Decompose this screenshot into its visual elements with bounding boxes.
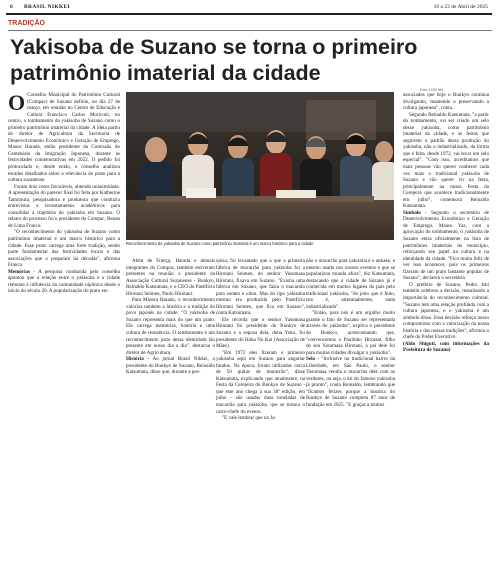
section-label: TRADIÇÃO xyxy=(8,20,45,27)
article-column-3 xyxy=(216,258,305,422)
paragraph: Para Minora Harada, o reconhecimento valoriza também a história e a tradição do povo japonês na cidade. "O yakisoba de Suzano representa mais do que um prato. Ele carrega memórias, história e uma cultura de resistência. O tombamento é um reconhecimento justo dessa identidade tão presente em nosso dia a dia", destacou o diretor de Agricultura. xyxy=(126,297,215,356)
subhead-historia: História xyxy=(126,356,144,363)
article-column-5 xyxy=(403,92,489,354)
article-photo xyxy=(126,92,394,240)
drop-cap: O xyxy=(8,90,26,115)
photo-credit: Foto: LOIE NN xyxy=(420,88,443,92)
paragraph: Foram dois votos favoráveis, obtendo unanimidade. A apresentação do parecer final foi feita por Katherine Tamimura, pesquisadora e produtora que conduziu entrevistas e levantamentos acadêmicos para consolidar a trajetória do yakisoba em Suzano. O relator do processo foi o presidente do Compac, Renan de Lima Franco. xyxy=(8,183,120,229)
paragraph xyxy=(403,210,489,282)
paragraph: "O reconhecimento do yakisoba de Suzano como patrimônio imaterial é um marco histórico para a cidade. Esse prato carrega uma forte tradição, sendo parte fundamental das festividades locais e das associações que o preparam há décadas", afirmou Franco. xyxy=(8,229,120,269)
paragraph: pão o macarrão para yakisoba é o ankake, e mesmo usado nos nossos eventos e que se popularizou mundo afora", diz Katsumata, destacando que a cidade de Suzano já é conhecida em muitos lugares do país pelo tradicional yakisoba, "do jeito que é feito, isto é, artesanalmente, nada industrializado". xyxy=(306,258,395,310)
paragraph: Ele recorda que o senhor Yasumasa Hirotani foi presidente do Bunkyo de Suzano e a esposa dela, dona Yoko, foi presidente do Haha No Kai (Associação de Mães). xyxy=(216,316,305,350)
publication-name: BRASIL NIKKEI xyxy=(24,4,70,10)
source-credit xyxy=(403,341,489,354)
issue-date: 10 a 23 de Abril de 2025 xyxy=(433,4,488,10)
paragraph: "Em 1972 eles fizeram o primeiro yakisoba aqui em Suzano para angariar fundos. Na época, foram utilizadas cerca de 50 quilos de macarrão", disse Katsumata, explicando que atualmente, na Festa da Cerejeira do Bunkyo de Suzano - que este ano chega à sua 38ª edição, em julho - são usados duas toneladas de macarrão para yakisoba, que se tornou o carro-chefe do evento. xyxy=(216,349,305,415)
paragraph xyxy=(8,269,120,295)
subhead-selo: Selo xyxy=(306,356,316,363)
paragraph: "Então, para nós é um orgulho muito grande o fato de Suzano ser representada através do yakisoba", explica o presidente do Bunkyo, acrescentando que, "convencemos o Paulinho Hirotani, filho do seu Yasumasa Hirotani, o pai dele foi para muitas cidades divulgar o yakisoba". xyxy=(306,310,395,356)
paragraph: Segundo Reinaldo Katsumata, "a partir do tombamento, vai ser criado um selo desse yakisoba, como patrimônio imaterial da cidade, e as festas que seguirem o padrão dessa produção do yakisoba, não o industrializado, da forma que é feita, desde 1972, vai levar um selo especial". "Com isso, acreditamos que mais pessoas vão querer conhecer cada vez mais o tradicional yakisoba de Suzano e vão querer vir na festa, principalmente na nossa Festa da Cerejeira que acontece tradicionalmente em julho", comemora Reinaldo Katsumata. xyxy=(403,111,489,210)
subhead-simbolo: Símbolo xyxy=(403,209,421,216)
photo-caption: Reconhecimento do yakisoba de Suzano como patrimônio imaterial é um marco histórico para a cidade xyxy=(126,241,314,246)
page-header xyxy=(6,2,492,12)
paragraph-text: - "Inclusive no tradicional bairro da Liberdade, em São Paulo, o senhor Yasumasa vendia o macarrão dele com os verdures, ou seja, o kit do famoso yakisoba já pronto", conta Reinaldo, lembrando que "ficamos felizes porque a história do Bunkyo de Suzano completa 87 anos de fundação em 2025. "E graças a muitos xyxy=(306,356,395,409)
paragraph: Além de França, Harada e demais integrantes do Compac, também estiveram presentes na reunião o presidente da Associação Cultural Suzanense - Bunkyo, Reinaldo Katsumata, e o CEO do Pastifício Hirotani Seimen, Paulo Hirotani. xyxy=(126,258,215,297)
article-column-2 xyxy=(126,258,215,376)
paragraph-text: - Ao jornal Brasil Nikkei, o presidente do Bunkyo de Suzano, Reinaldo Katsumata, disse que, durante a pes- xyxy=(126,356,215,376)
paragraph-text: - A pesquisa conduzida pelo conselho apontou que a relação entre o yakisoba e a cidade remonta à influência da comunidade nipônica desde o início do século 20. A popularização do prato em xyxy=(8,268,120,295)
paragraph: "E vale lembrar que no Ja- xyxy=(222,415,277,422)
section-rule xyxy=(8,30,492,31)
paragraph-text: - Segundo o secretário de Desenvolvimento Econômico e Geração de Emprego, Mauro Yaz, com a aprovação do tombamento, o yakisoba de Suzano entra oficialmente na lista de patrimônios imateriais do município, reforçando seu papel na cultura e na identidade da cidade. "Fico muito feliz de ver isso acontecer, pois os primeiros fizeram de um prato bastante popular de Suzano", declarou o secretário. xyxy=(403,209,489,282)
headline: Yakisoba de Suzano se torna o primeiro patrimônio imaterial da cidade xyxy=(10,35,418,85)
paragraph xyxy=(126,356,215,376)
page-number: 6 xyxy=(10,4,13,10)
paragraph: Conselho Municipal do Patrimônio Cultural (Compac) de Suzano definiu, no dia 27 de março, em reunião no Centro de Educação e Cultura Francisco Carlos Moriconi, no centro, o tombamento do yakisoba de Suzano como o primeiro patrimônio imaterial da cidade. A ideia partiu do diretor de Agricultura da Secretaria de Desenvolvimento Econômico e Geração de Emprego, Mauro Harada, então presidente da Comissão do Centenário da Imigração Japonesa, durante as festividades comemorativas em 2022. O pedido foi protocolado e, desde então, o conselho analisou estudos detalhados sobre a relevância do prato para a cultura suzanense. xyxy=(8,92,120,184)
paragraph: associados que hoje o Bunkyo continua divulgando, mantendo e preservando a cultura japonesa", conta. xyxy=(403,92,489,112)
header-rule xyxy=(6,13,492,15)
paragraph: O prefeito de Suzano, Pedro Ishi também celebrou a decisão, ressaltando a importância do reconhecimento cultural. "Suzano tem uma relação profunda com a cultura japonesa, e o yakisoba é um símbolo disso. Essa decisão reforça nosso compromisso com a valorização da nossa história e das nossas tradições", afirmou o chefe do Poder Executivo. xyxy=(403,281,489,341)
paragraph: quisa, foi levantado que a que a primeira fábrica de macarrão para yakisoba foi a Hirotani Seimen, do senhor Yasumasa Hirotani, fixava em Suzano. "Existia uma fábrica em Suzano, que fazia o macarrão para somen e udon. Mas do tipo yakisoba mesmo era produzida pelo Pastifício Hirotani Seimen, que fica em Suzano", conta Katsumata. xyxy=(216,258,305,317)
photo-illustration xyxy=(126,92,394,240)
source-text: (Aldo Shiguti, com informações da Prefeitura de Suzano) xyxy=(403,340,489,354)
paragraph xyxy=(306,356,395,408)
article-column-4 xyxy=(306,258,395,409)
subhead-memorias: Memórias xyxy=(8,268,31,275)
article-column-1 xyxy=(8,92,120,295)
